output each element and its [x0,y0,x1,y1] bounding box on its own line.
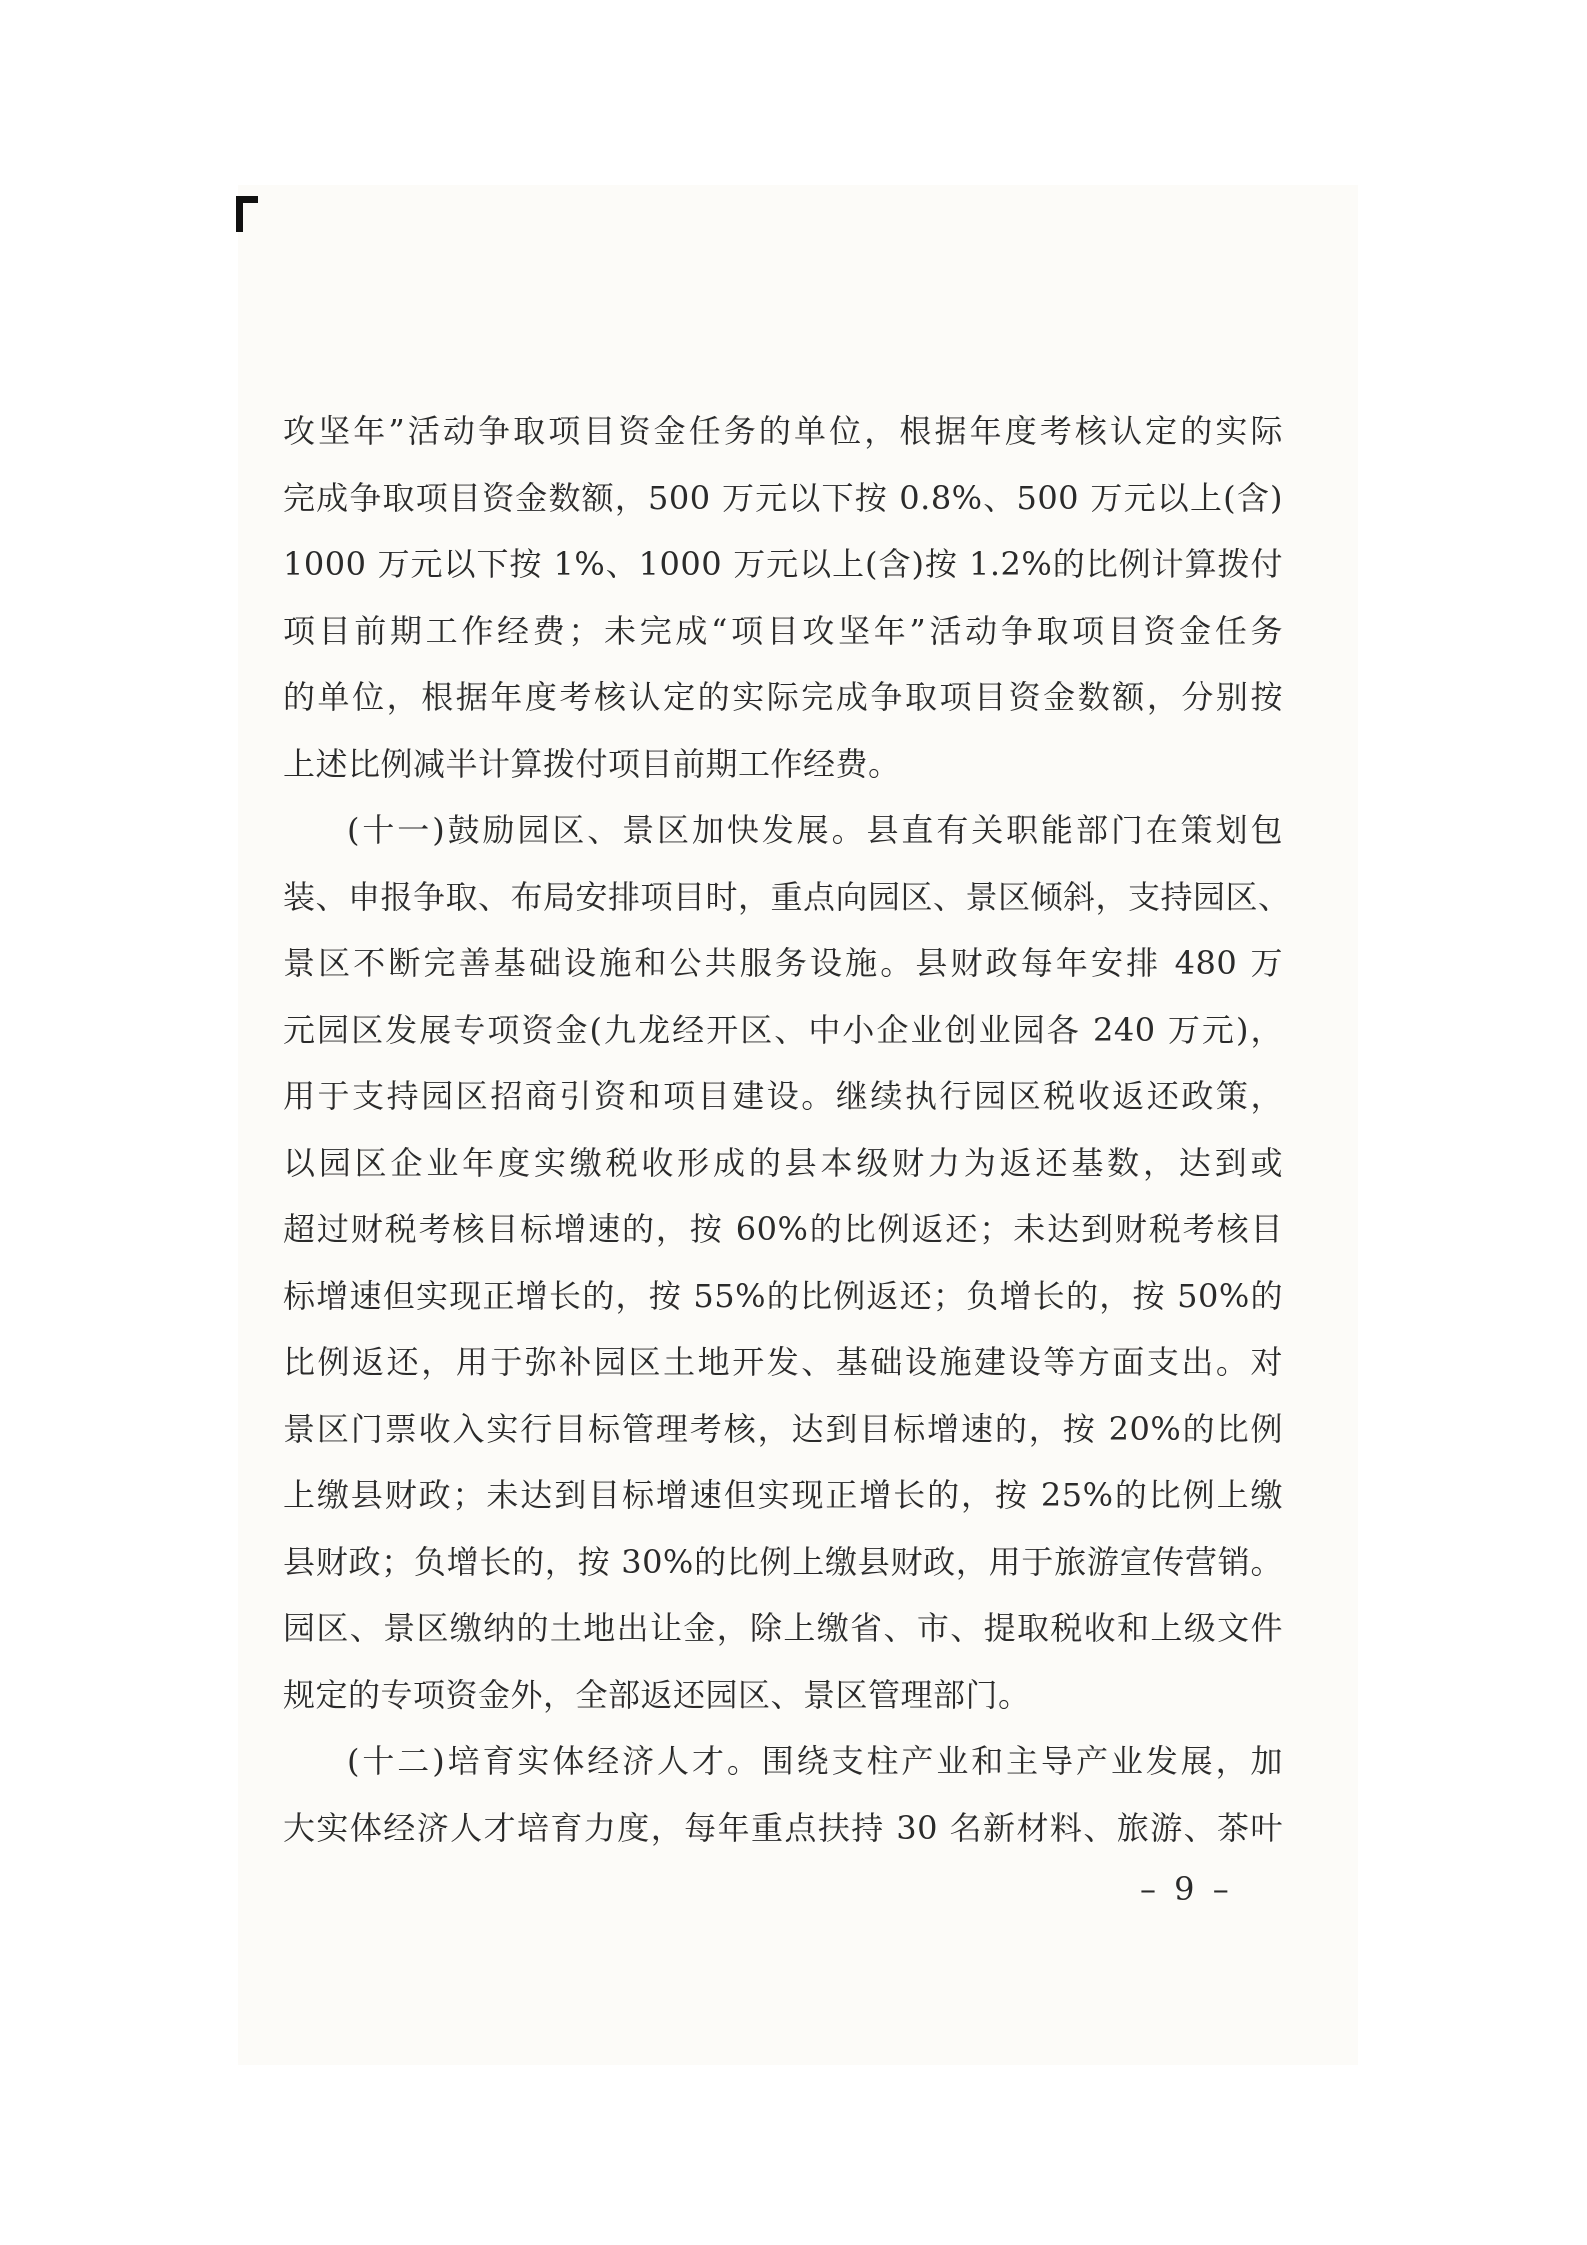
text-line-section-heading: (十一)鼓励园区、景区加快发展。县直有关职能部门在策划包 [347,811,1283,849]
text-line: 用于支持园区招商引资和项目建设。继续执行园区税收返还政策， [283,1077,1283,1115]
text-line: 标增速但实现正增长的，按 55%的比例返还；负增长的，按 50%的 [283,1276,1283,1315]
text-line: 的单位，根据年度考核认定的实际完成争取项目资金数额，分别按 [283,678,1283,716]
text-line: 完成争取项目资金数额，500 万元以下按 0.8%、500 万元以上(含) [283,478,1283,517]
text-line: 比例返还，用于弥补园区土地开发、基础设施建设等方面支出。对 [283,1343,1283,1381]
text-line: 攻坚年”活动争取项目资金任务的单位，根据年度考核认定的实际 [283,412,1283,450]
text-line: 超过财税考核目标增速的，按 60%的比例返还；未达到财税考核目 [283,1210,1283,1248]
text-line: 1000 万元以下按 1%、1000 万元以上(含)按 1.2%的比例计算拨付 [283,545,1283,583]
text-line: 景区门票收入实行目标管理考核，达到目标增速的，按 20%的比例 [283,1409,1283,1448]
text-line: 园区、景区缴纳的土地出让金，除上缴省、市、提取税收和上级文件 [283,1609,1283,1647]
text-line: 县财政；负增长的，按 30%的比例上缴县财政，用于旅游宣传营销。 [283,1542,1283,1581]
page-number: – 9 – [1140,1870,1233,1908]
text-line: 上述比例减半计算拨付项目前期工作经费。 [283,744,901,783]
text-line: 规定的专项资金外，全部返还园区、景区管理部门。 [283,1675,1031,1714]
text-line: 以园区企业年度实缴税收形成的县本级财力为返还基数，达到或 [283,1143,1283,1182]
body-text [283,398,1291,1861]
text-line: 装、申报争取、布局安排项目时，重点向园区、景区倾斜，支持园区、 [283,877,1291,916]
text-line-section-heading: (十二)培育实体经济人才。围绕支柱产业和主导产业发展，加 [347,1742,1283,1780]
text-line: 景区不断完善基础设施和公共服务设施。县财政每年安排 480 万 [283,944,1283,982]
text-line: 项目前期工作经费；未完成“项目攻坚年”活动争取项目资金任务 [283,611,1283,650]
scan-corner-mark [236,196,258,232]
text-line: 大实体经济人才培育力度，每年重点扶持 30 名新材料、旅游、茶叶 [283,1808,1283,1847]
text-line: 上缴县财政；未达到目标增速但实现正增长的，按 25%的比例上缴 [283,1476,1283,1514]
text-line: 元园区发展专项资金(九龙经开区、中小企业创业园各 240 万元)， [283,1010,1283,1049]
